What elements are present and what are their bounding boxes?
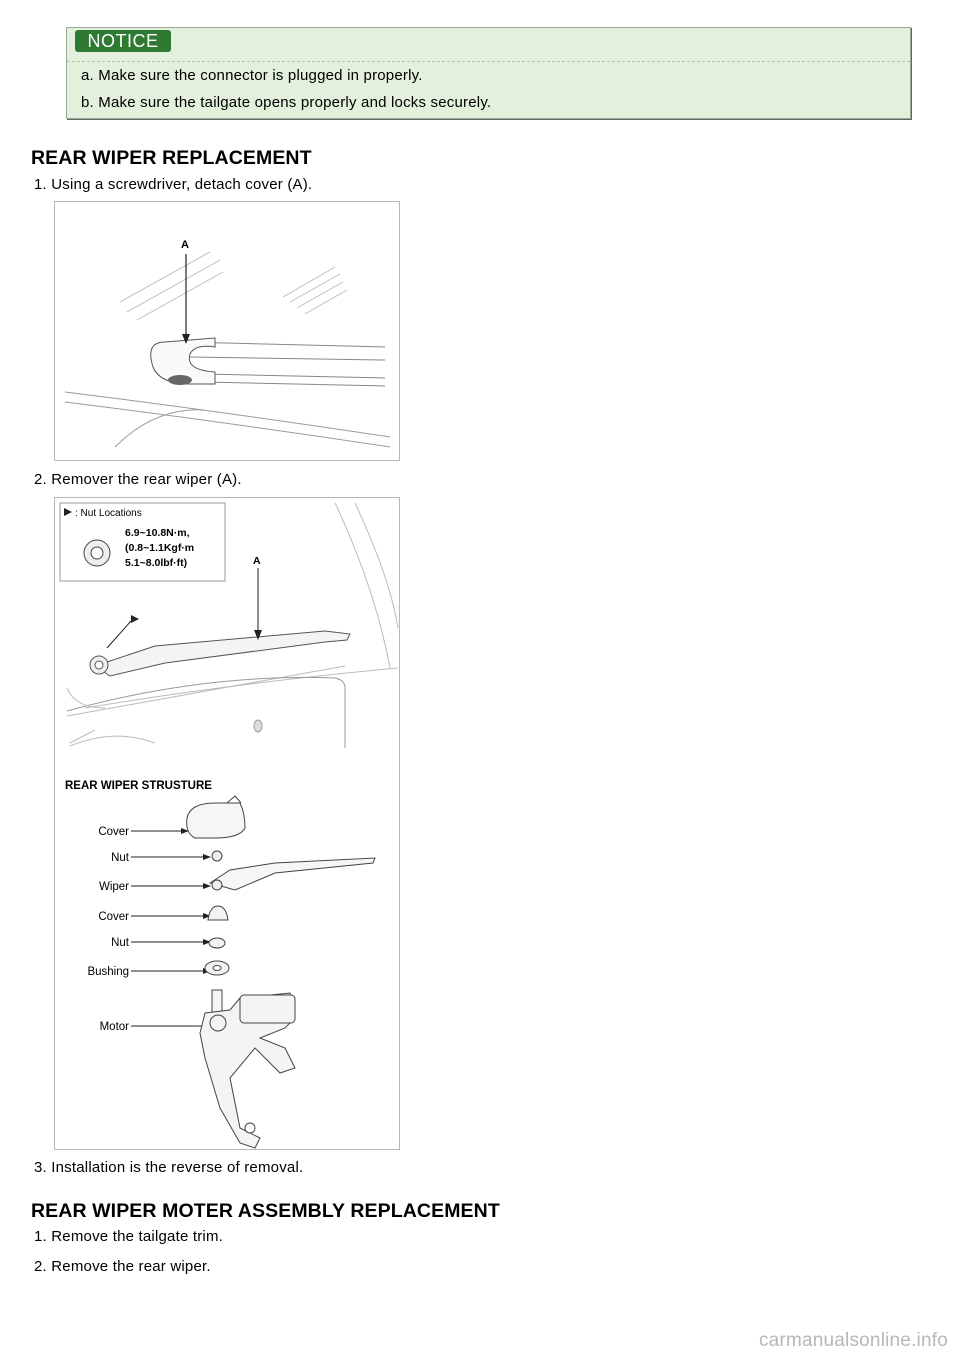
- part-nut2-shape: [209, 938, 225, 948]
- part-label-cover: Cover: [98, 826, 129, 838]
- nut-locations-legend: : Nut Locations: [75, 508, 142, 519]
- part-cover2-shape: [208, 906, 228, 920]
- part-label-motor: Motor: [99, 1021, 129, 1033]
- figure-wiper-drawing: [55, 498, 399, 1149]
- step-1-remove-trim: 1. Remove the tailgate trim.: [34, 1228, 224, 1245]
- torque-line-3: 5.1~8.0lbf·ft): [125, 557, 188, 569]
- figure-cover-drawing: [55, 202, 399, 460]
- notice-item-b: b. Make sure the tailgate opens properly and locks securely.: [81, 94, 492, 111]
- step-2-remove-wiper: 2. Remover the rear wiper (A).: [34, 471, 242, 488]
- part-wiper-shape: [210, 858, 375, 890]
- figure1-label-a: A: [181, 239, 189, 251]
- figure-wiper-removal: [54, 497, 400, 1150]
- figure-cover-detach: [54, 201, 400, 461]
- part-label-nut: Nut: [111, 852, 129, 864]
- part-label-wiper: Wiper: [98, 881, 129, 893]
- torque-line-2: (0.8~1.1Kgf·m: [125, 542, 195, 554]
- part-cover-shape: [187, 803, 245, 838]
- notice-tag: NOTICE: [75, 30, 171, 52]
- torque-line-1: 6.9~10.8N·m,: [125, 527, 190, 539]
- figure2-label-a: A: [253, 555, 261, 567]
- watermark: carmanualsonline.info: [758, 1330, 948, 1351]
- part-label-nut-2: Nut: [111, 937, 129, 949]
- step-3-installation: 3. Installation is the reverse of removal.: [34, 1159, 304, 1176]
- step-2-remove-wiper: 2. Remove the rear wiper.: [34, 1258, 211, 1275]
- part-label-cover-2: Cover: [98, 911, 129, 923]
- part-nut-shape: [212, 851, 222, 861]
- section-title-motor-assembly-replacement: REAR WIPER MOTER ASSEMBLY REPLACEMENT: [31, 1200, 500, 1222]
- notice-box: [66, 27, 911, 119]
- part-label-bushing: Bushing: [87, 966, 129, 978]
- step-1-detach-cover: 1. Using a screwdriver, detach cover (A).: [34, 176, 313, 193]
- part-motor-shape: [200, 990, 295, 1148]
- structure-title: REAR WIPER STRUSTURE: [65, 780, 212, 792]
- notice-divider: [67, 61, 910, 62]
- notice-item-a: a. Make sure the connector is plugged in properly.: [81, 67, 423, 84]
- section-title-rear-wiper-replacement: REAR WIPER REPLACEMENT: [31, 147, 312, 169]
